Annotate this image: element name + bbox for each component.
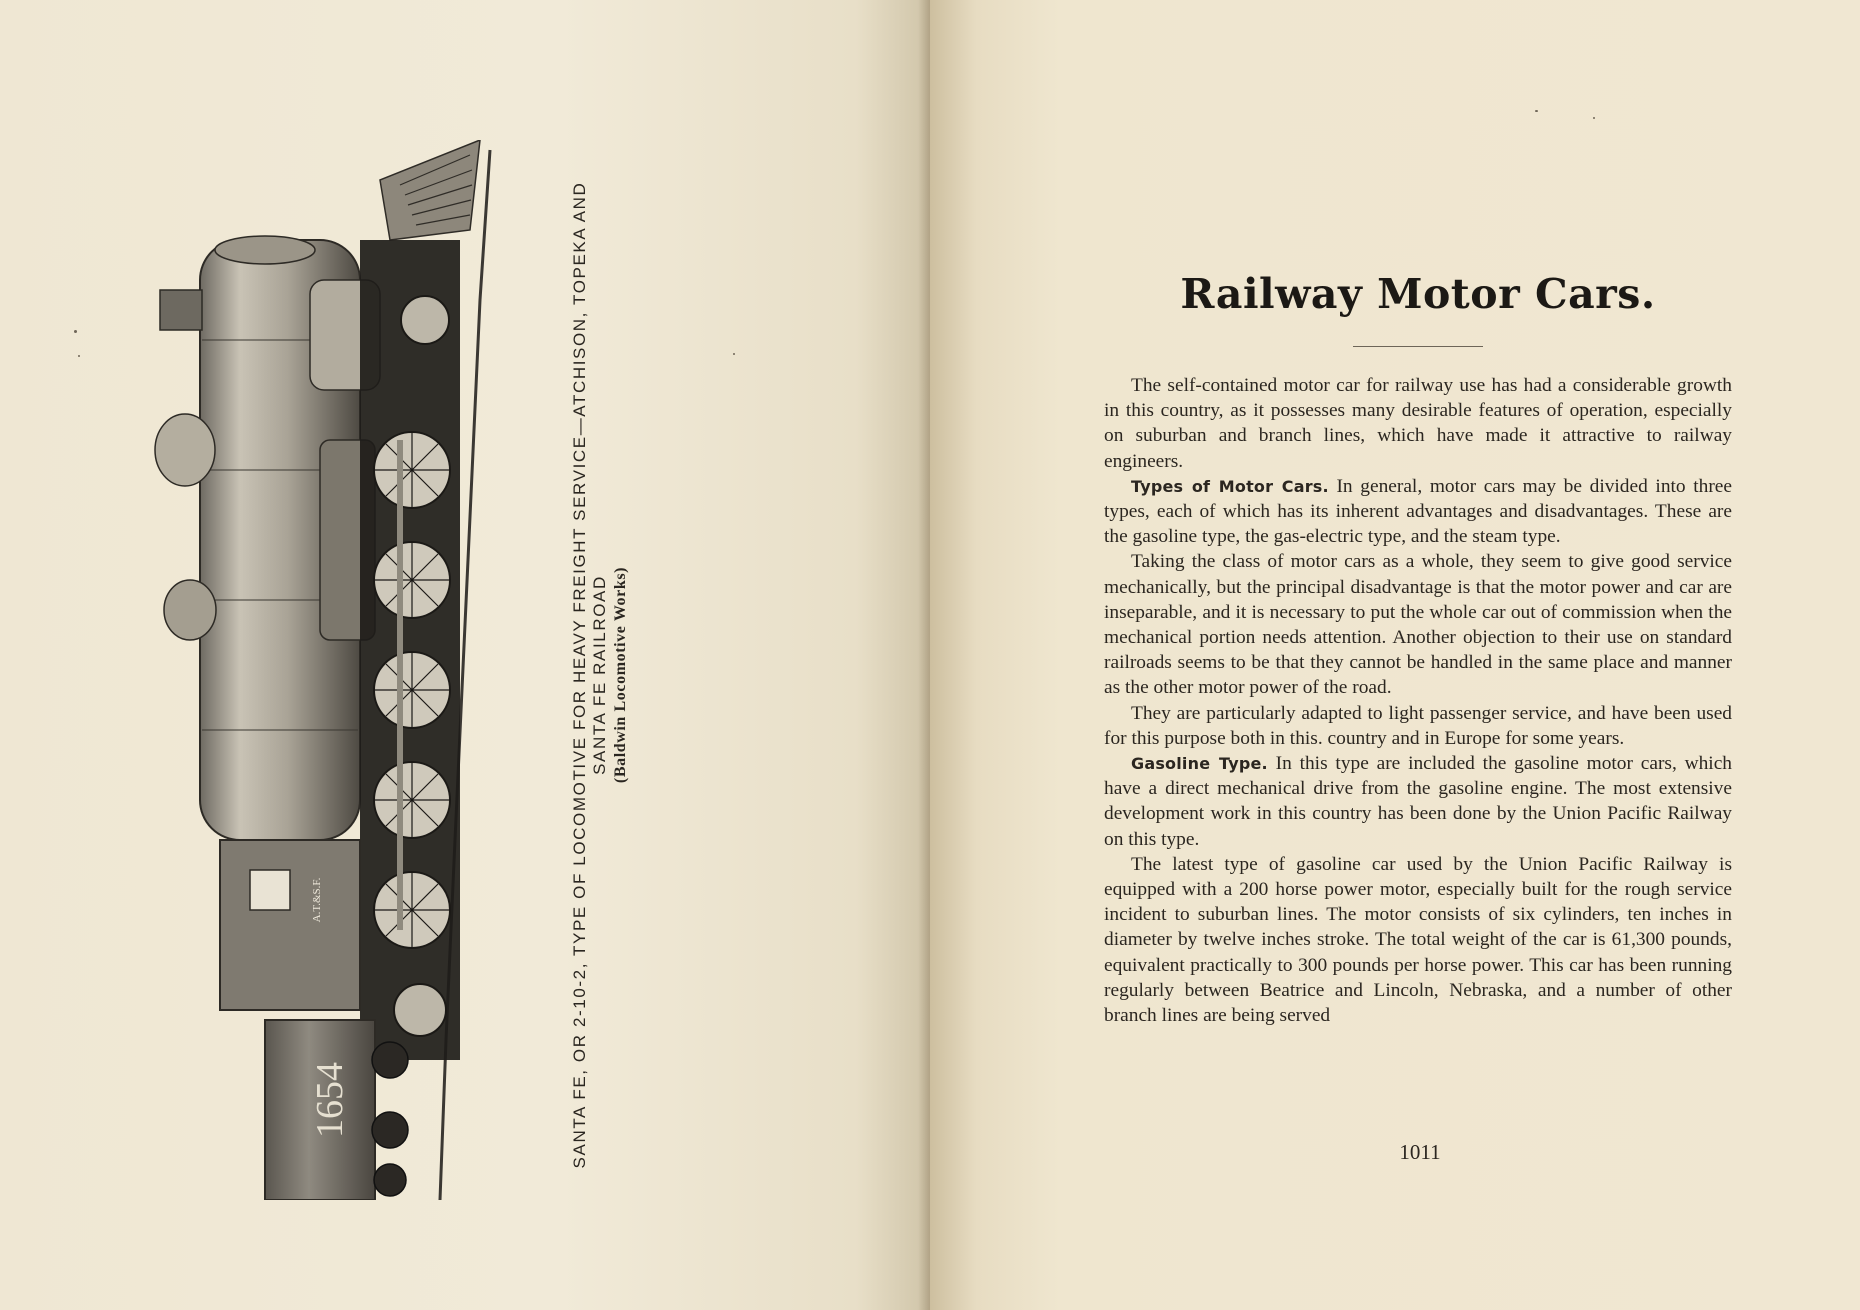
cab-window <box>250 870 290 910</box>
pilot <box>380 140 480 240</box>
paper-speck <box>78 355 80 357</box>
engine-number: 1654 <box>309 1062 351 1138</box>
paragraph-heading: Gasoline Type. <box>1131 754 1268 774</box>
paragraph <box>1104 474 1732 550</box>
page-number: 1011 <box>1399 1140 1441 1164</box>
cab <box>220 840 360 1010</box>
caption-line-2: SANTA FE RAILROAD <box>590 575 609 775</box>
paper-speck <box>1593 117 1595 119</box>
sand-dome <box>155 414 215 486</box>
title-rule <box>1353 346 1483 347</box>
paragraph-text: In general, motor cars may be divided into three types, each of which has its inherent advantages and disadvantages. These are the gasoline type, the gas-electric type, and the steam type. <box>1104 475 1732 548</box>
paragraph <box>1104 852 1732 1028</box>
article <box>1104 270 1732 1028</box>
paragraph <box>1104 701 1732 751</box>
tender-trucks <box>372 1042 408 1196</box>
paper-speck <box>74 330 77 333</box>
article-title: Railway Motor Cars. <box>1180 270 1656 318</box>
paragraph-text: They are particularly adapted to light passenger service, and have been used for this purpose both in this. country and in Europe for some years. <box>1104 702 1732 749</box>
paragraph-text: In this type are included the gasoline motor cars, which have a direct mechanical drive from the gasoline engine. The most extensive development work in this country has been done by the Union Pacific Railway on this type. <box>1104 753 1732 850</box>
caption-credit: (Baldwin Locomotive Works) <box>612 566 629 784</box>
paragraph-text: The self-contained motor car for railway use has had a considerable growth in this country, as it possesses many desirable features of operation, especially on suburban and branch lines, which have made it attractive to railway engineers. <box>1104 375 1732 472</box>
paragraph-text: Taking the class of motor cars as a whole, they seem to give good service mechanically, but the principal disadvantage is that the motor power and car are inseparable, and it is necessary to put the whole car out of commission when the mechanical portion needs attention. Another objection to their use on standard railroads seems to be that they cannot be handled in the same place and manner as the other motor power of the road. <box>1104 551 1732 699</box>
cab-lettering: A.T.&S.F. <box>311 877 323 923</box>
paragraph <box>1104 751 1732 852</box>
locomotive-illustration <box>150 140 530 1200</box>
steam-dome <box>164 580 216 640</box>
caption-line-1: SANTA FE, OR 2-10-2, TYPE OF LOCOMOTIVE FOR HEAVY FREIGHT SERVICE—ATCHISON, TOPEKA AND <box>570 181 589 1169</box>
plate-caption <box>570 155 630 1195</box>
smokestack <box>160 290 202 330</box>
paper-speck <box>733 353 735 355</box>
paragraph <box>1104 549 1732 700</box>
paragraph-text: The latest type of gasoline car used by the Union Pacific Railway is equipped with a 200 horse power motor, especially built for the rough service incident to suburban lines. The motor consists of six cylinders, ten inches in diameter by twelve inches stroke. The total weight of the car is 61,300 pounds, equivalent practically to 300 pounds per horse power. This car has been running regularly between Beatrice and Lincoln, Nebraska, and a number of other branch lines are being served <box>1104 853 1732 1027</box>
paragraph-heading: Types of Motor Cars. <box>1131 476 1329 496</box>
paper-speck <box>1535 110 1538 112</box>
paragraph <box>1104 373 1732 474</box>
